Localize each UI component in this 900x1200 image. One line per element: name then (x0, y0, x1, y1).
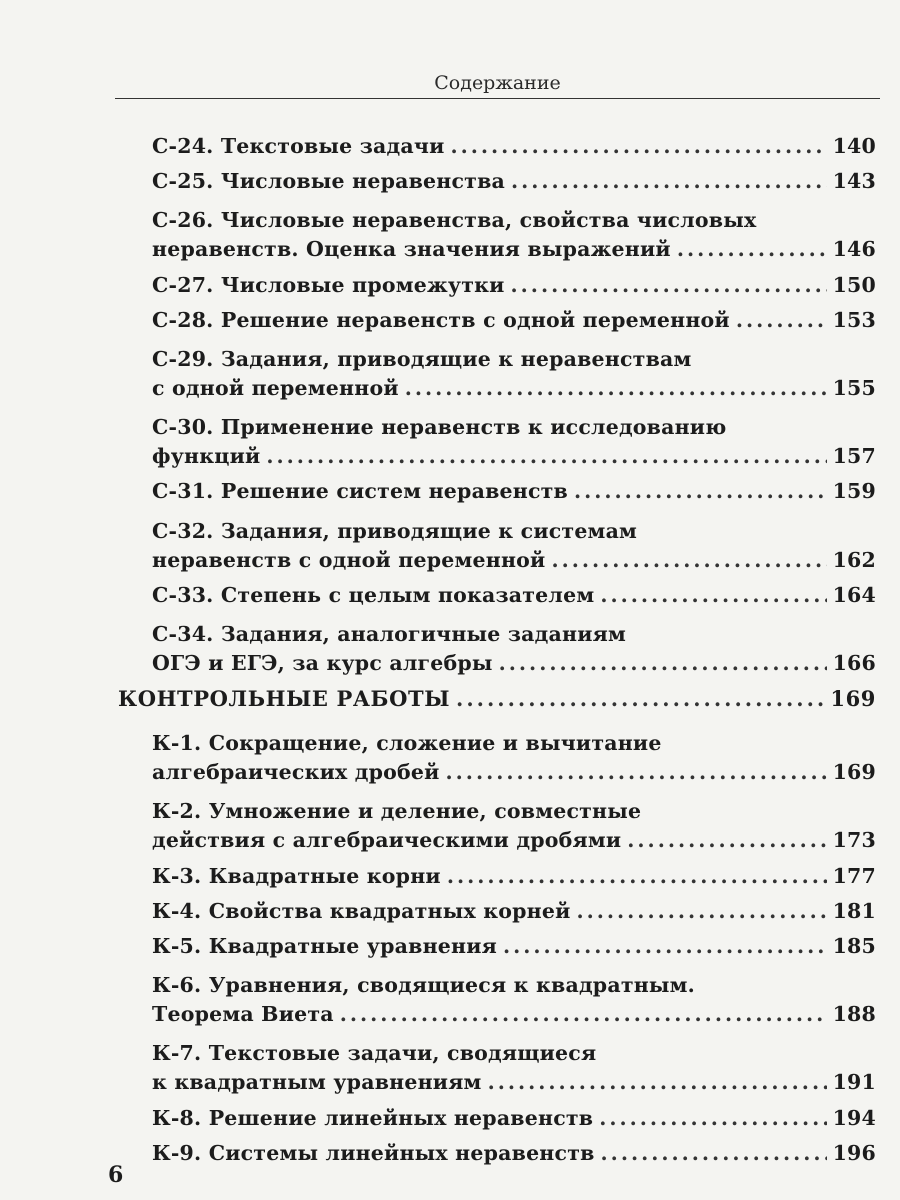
toc-entry[interactable] (152, 899, 876, 933)
toc-entry[interactable] (152, 760, 876, 794)
dot-leader (405, 376, 827, 400)
toc-entry-title: неравенств с одной переменной (152, 547, 546, 572)
dot-leader (677, 237, 827, 261)
toc-entry[interactable] (152, 1141, 876, 1175)
toc-entry[interactable] (152, 828, 876, 862)
dot-leader (600, 583, 826, 607)
toc-entry-title: С-31. Решение систем неравенств (152, 479, 568, 504)
toc-entry-title: С-27. Числовые промежутки (152, 272, 505, 297)
dot-leader (511, 169, 827, 193)
dot-leader (599, 1106, 826, 1130)
header-rule (115, 98, 880, 99)
toc-entry-page: 177 (832, 863, 876, 888)
dot-leader (447, 864, 827, 888)
toc-entry[interactable] (152, 479, 876, 513)
toc-entry-title: Теорема Виета (152, 1002, 334, 1027)
toc-entry-page: 164 (832, 582, 876, 607)
toc-entry-title: К-4. Свойства квадратных корней (152, 898, 571, 923)
toc-entry-title: К-3. Квадратные корни (152, 863, 441, 888)
page-number: 6 (108, 1162, 124, 1188)
toc-entry-title: алгебраических дробей (152, 760, 440, 785)
toc-entry-title: ОГЭ и ЕГЭ, за курс алгебры (152, 651, 493, 675)
toc-entry-title: С-28. Решение неравенств с одной переменной (152, 307, 730, 332)
toc-entry-title-line: С-32. Задания, приводящие к системам (152, 518, 638, 543)
toc-entry[interactable] (152, 864, 876, 898)
toc-entry-page: 196 (832, 1140, 876, 1165)
toc-entry-page: 143 (832, 169, 876, 194)
dot-leader (456, 686, 824, 711)
toc-entry-page: 162 (832, 547, 876, 572)
toc-entry-page: 150 (832, 272, 876, 297)
toc-entry-page: 191 (832, 1070, 876, 1095)
dot-leader (266, 444, 826, 468)
toc-entry[interactable] (152, 548, 876, 582)
dot-leader (488, 1070, 827, 1094)
toc-entry-title: функций (152, 444, 261, 469)
dot-leader (576, 899, 826, 923)
toc-entry-title: с одной переменной (152, 376, 399, 400)
toc-entry-page: 155 (832, 376, 876, 400)
dot-leader (450, 134, 826, 158)
toc-entry-page: 169 (832, 760, 876, 785)
toc-entry[interactable] (152, 651, 876, 685)
dot-leader (340, 1002, 827, 1026)
toc-entry[interactable] (152, 583, 876, 617)
dot-leader (499, 651, 827, 675)
toc-entry[interactable] (152, 134, 876, 168)
toc-entry-title-line: С-29. Задания, приводящие к неравенствам (152, 347, 692, 371)
toc-entry-page: 140 (832, 134, 876, 158)
toc-entry[interactable] (152, 1106, 876, 1140)
toc-entry-title: К-8. Решение линейных неравенств (152, 1105, 594, 1130)
toc-entry-page: 188 (832, 1002, 876, 1027)
toc-entry-title-line: С-30. Применение неравенств к исследованию (152, 415, 727, 440)
toc-entry-title: С-33. Степень с целым показателем (152, 582, 595, 607)
dot-leader (511, 273, 827, 297)
toc-entry[interactable] (152, 308, 876, 342)
toc-entry-page: 173 (832, 828, 876, 853)
toc-entry-title-line: С-34. Задания, аналогичные заданиям (152, 622, 626, 646)
toc-entry-title: С-25. Числовые неравенства (152, 169, 505, 194)
toc-entry[interactable] (152, 169, 876, 203)
toc-entry[interactable] (152, 444, 876, 478)
toc-entry-page: 169 (830, 686, 876, 712)
toc-entry-title: к квадратным уравнениям (152, 1070, 482, 1095)
toc-entry-title-line: К-2. Умножение и деление, совместные (152, 799, 642, 824)
toc-entry-page: 185 (832, 934, 876, 958)
toc-section-heading[interactable] (118, 686, 876, 720)
toc-entry-title: КОНТРОЛЬНЫЕ РАБОТЫ (118, 686, 451, 712)
toc-entry[interactable] (152, 934, 876, 968)
toc-entry[interactable] (152, 376, 876, 410)
toc-entry-title: К-5. Квадратные уравнения (152, 934, 497, 958)
toc-entry[interactable] (152, 1002, 876, 1036)
toc-entry-title-line: К-1. Сокращение, сложение и вычитание (152, 731, 662, 756)
page-header-title: Содержание (434, 72, 561, 94)
dot-leader (503, 934, 827, 958)
toc-entry-title: К-9. Системы линейных неравенств (152, 1140, 595, 1165)
toc-entry-page: 166 (832, 651, 876, 675)
dot-leader (601, 1141, 827, 1165)
toc-entry-title-line: К-6. Уравнения, сводящиеся к квадратным. (152, 973, 696, 998)
toc-entry-title-line: К-7. Текстовые задачи, сводящиеся (152, 1041, 597, 1066)
toc-entry-page: 153 (832, 307, 876, 332)
toc-entry-title: С-24. Текстовые задачи (152, 134, 445, 158)
dot-leader (574, 479, 827, 503)
toc-entry-title: действия с алгебраическими дробями (152, 828, 622, 853)
toc-entry-title-line: С-26. Числовые неравенства, свойства числовых (152, 208, 757, 233)
dot-leader (446, 760, 827, 784)
toc-entry-title: неравенств. Оценка значения выражений (152, 237, 671, 262)
toc-entry-page: 157 (832, 444, 876, 469)
toc-entry-page: 181 (832, 898, 876, 923)
dot-leader (627, 828, 826, 852)
toc-entry-page: 194 (832, 1105, 876, 1130)
dot-leader (551, 548, 826, 572)
toc-entry-page: 159 (832, 479, 876, 504)
toc-entry[interactable] (152, 1070, 876, 1104)
dot-leader (736, 308, 827, 332)
toc-entry[interactable] (152, 237, 876, 271)
toc-entry[interactable] (152, 273, 876, 307)
toc-entry-page: 146 (832, 237, 876, 262)
